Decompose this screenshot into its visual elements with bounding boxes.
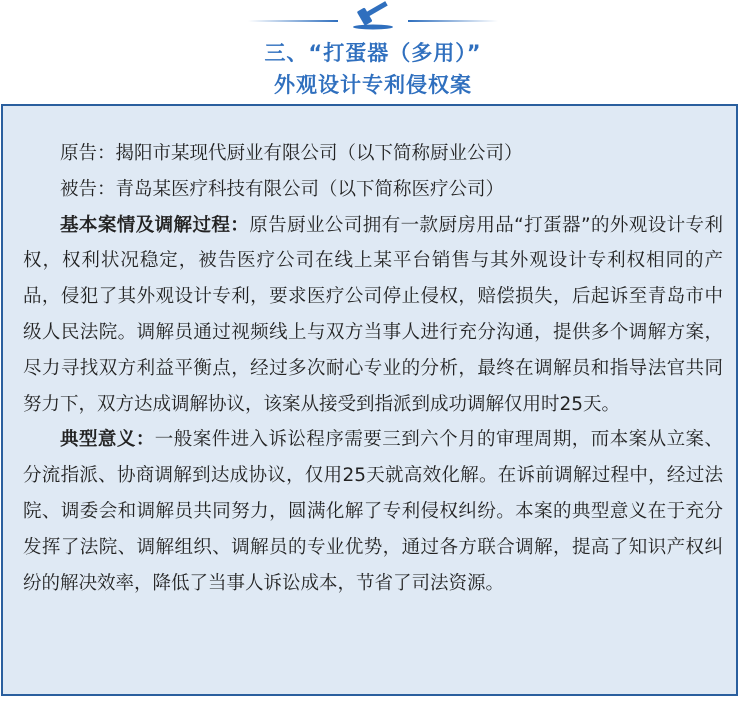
- gavel-icon: [345, 0, 401, 30]
- case-text: 原告厨业公司拥有一款厨房用品“打蛋器”的外观设计专利权，权利状况稳定，被告医疗公司在线上某平台销售与其外观设计专利权相同的产品，侵犯了其外观设计专利，要求医疗公司停止侵权，赔偿损失，后起诉至青岛市中级人民法院。调解员通过视频线上与双方当事人进行充分沟通，提供多个调解方案，尽力寻找双方利益平衡点，经过多次耐心专业的分析，最终在调解员和指导法官共同努力下，双方达成调解协议，该案从接受到指派到成功调解仅用时25天。: [23, 214, 723, 415]
- section-subtitle: 外观设计专利侵权案: [274, 73, 472, 97]
- defendant-line: 被告：青岛某医疗科技有限公司（以下简称医疗公司）: [60, 178, 505, 200]
- header-divider-right: [408, 20, 498, 22]
- section-title: 三、“打蛋器（多用）”: [264, 41, 482, 65]
- case-panel: [1, 104, 738, 696]
- significance-paragraph: [23, 422, 723, 601]
- header-divider-left: [248, 20, 338, 22]
- case-label: 基本案情及调解过程：: [60, 214, 250, 236]
- significance-text: 一般案件进入诉讼程序需要三到六个月的审理周期，而本案从立案、分流指派、协商调解到达成协议，仅用25天就高效化解。在诉前调解过程中，经过法院、调委会和调解员共同努力，圆满化解了专利侵权纠纷。本案的典型意义在于充分发挥了法院、调解组织、调解员的专业优势，通过各方联合调解，提高了知识产权纠纷的解决效率，降低了当事人诉讼成本，节省了司法资源。: [23, 429, 723, 594]
- case-content: [23, 136, 723, 601]
- significance-label: 典型意义：: [60, 429, 155, 451]
- case-paragraph: [23, 208, 723, 423]
- plaintiff-line: 原告：揭阳市某现代厨业有限公司（以下简称厨业公司）: [60, 143, 523, 164]
- section-header: [0, 0, 746, 108]
